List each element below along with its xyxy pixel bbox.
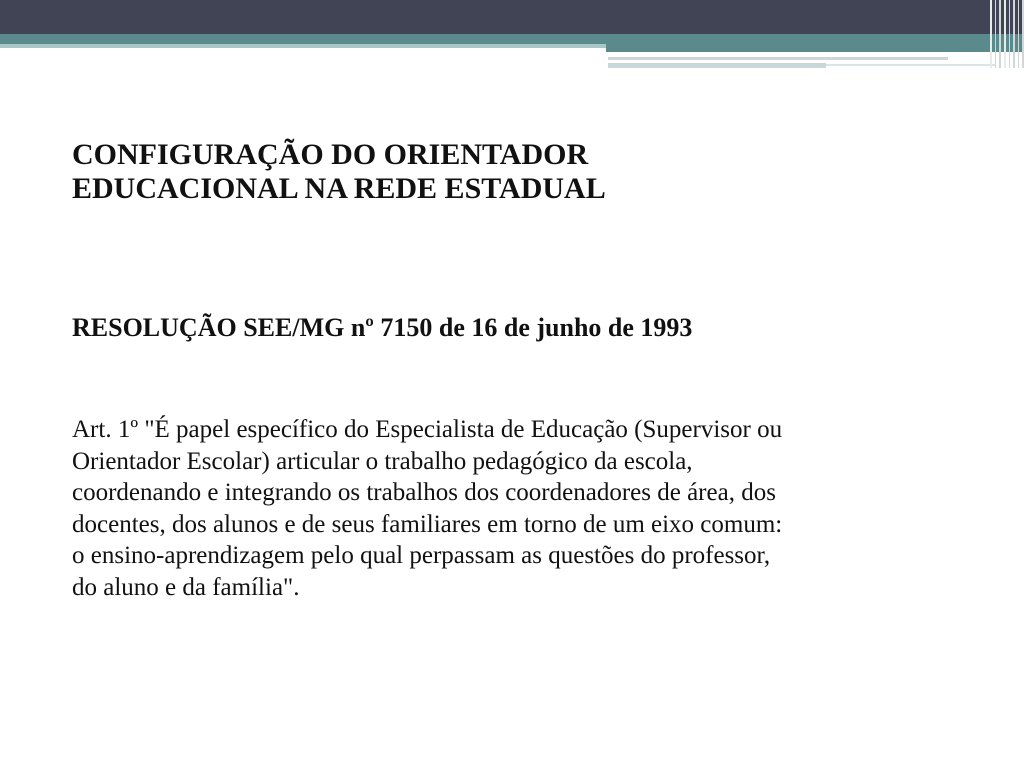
article-line: Art. 1º "É papel específico do Especialista de Educação (Supervisor ou xyxy=(72,416,783,443)
stripe xyxy=(999,0,1001,68)
header-stripes xyxy=(990,0,1024,68)
resolution-heading: RESOLUÇÃO SEE/MG nº 7150 de 16 de junho de 1993 xyxy=(72,313,693,342)
header-accent-line xyxy=(608,63,826,68)
header-band-step xyxy=(606,44,1024,52)
article-line: Orientador Escolar) articular o trabalho pedagógico da escola, xyxy=(72,447,693,475)
article-text xyxy=(72,414,1002,603)
article-line: o ensino-aprendizagem pelo qual perpassam as questões do professor, xyxy=(72,542,771,569)
article-line: do aluno e da família". xyxy=(72,573,300,601)
title-line: CONFIGURAÇÃO DO ORIENTADOR xyxy=(72,138,589,171)
article-line: docentes, dos alunos e de seus familiares em torno de um eixo comum: xyxy=(72,510,783,538)
stripe xyxy=(1013,0,1015,68)
stripe xyxy=(1018,0,1020,68)
stripe xyxy=(990,0,992,68)
header-band-light xyxy=(0,44,608,48)
header-accent-line xyxy=(826,64,996,66)
title-line: EDUCACIONAL NA REDE ESTADUAL xyxy=(72,172,606,205)
header-band-teal xyxy=(0,34,1024,44)
stripe xyxy=(1009,0,1011,68)
header-band-dark xyxy=(0,0,1024,34)
header-accent-line xyxy=(608,57,948,60)
article-line: coordenando e integrando os trabalhos dos coordenadores de área, dos xyxy=(72,479,776,506)
stripe xyxy=(1004,0,1006,68)
stripe xyxy=(995,0,997,68)
slide-title xyxy=(72,138,972,206)
